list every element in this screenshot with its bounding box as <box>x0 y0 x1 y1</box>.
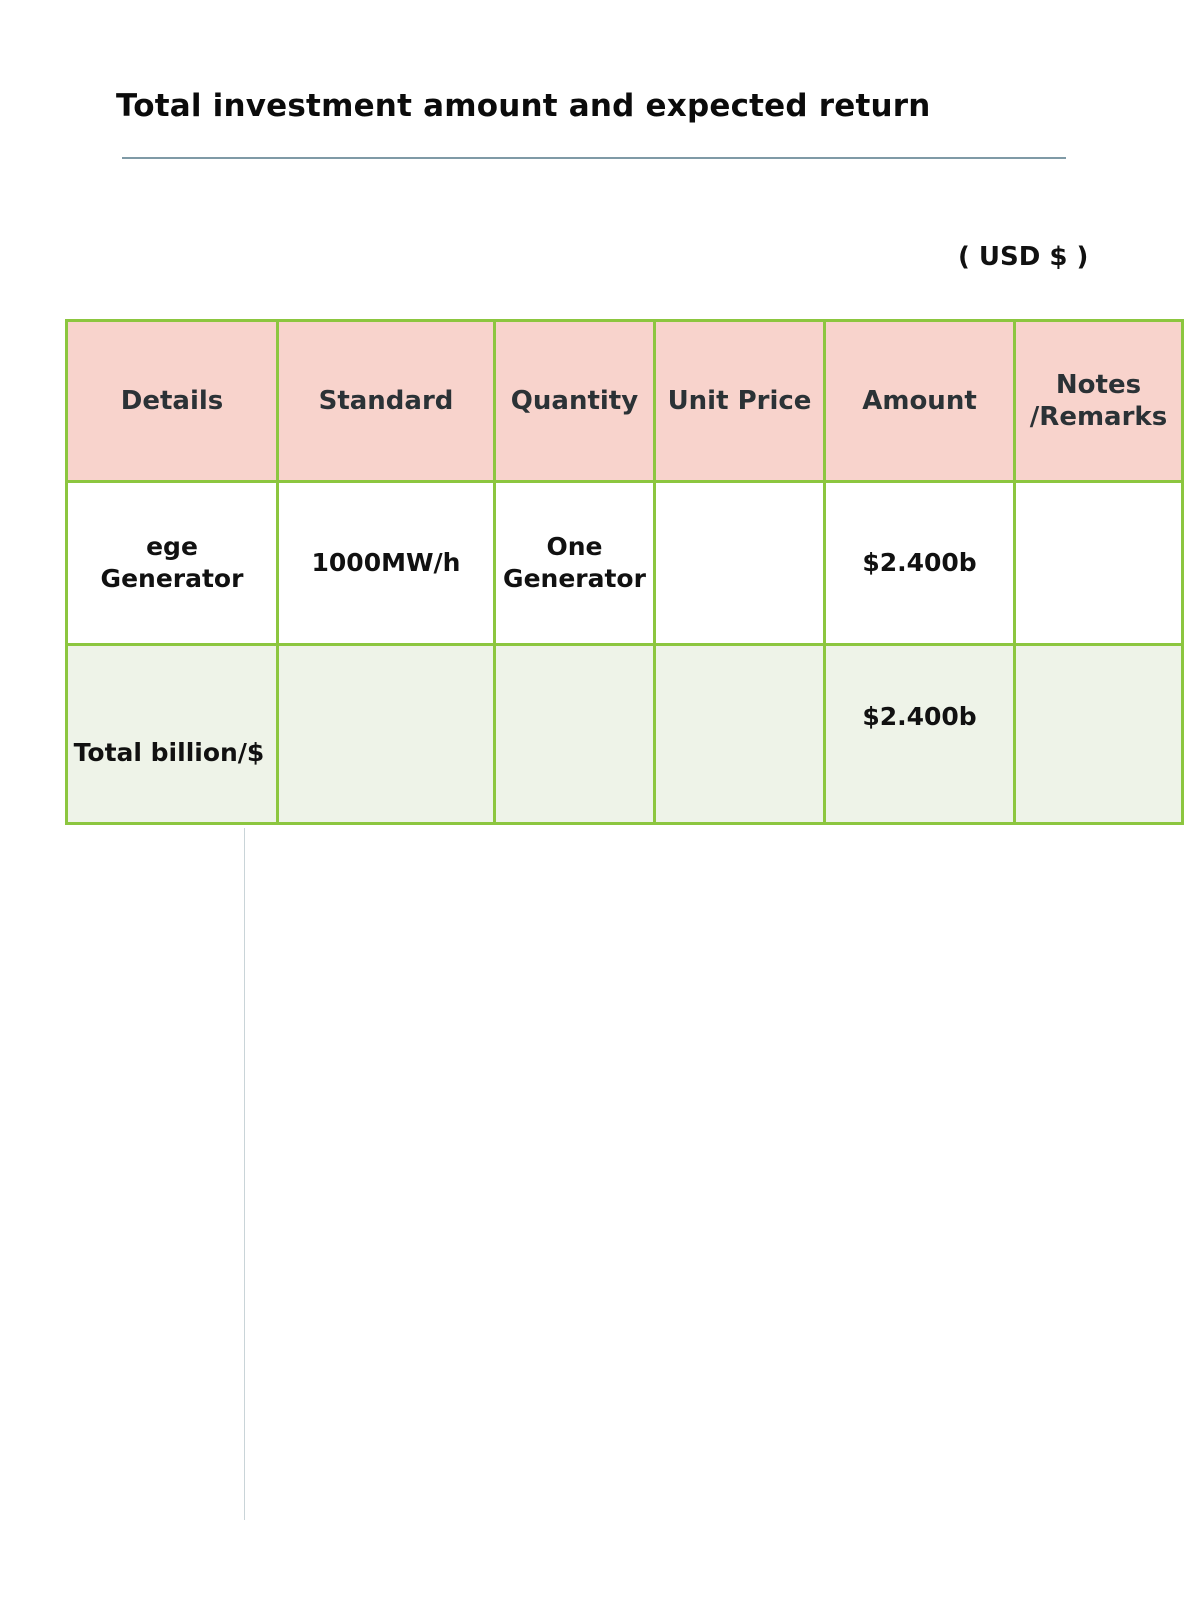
header-amount: Amount <box>825 321 1015 482</box>
cell-quantity <box>495 482 655 645</box>
cell-quantity-line2: Generator <box>503 564 646 593</box>
header-unit-price: Unit Price <box>655 321 825 482</box>
header-quantity: Quantity <box>495 321 655 482</box>
page-margin-rule <box>244 828 245 1520</box>
total-row <box>67 645 1183 824</box>
total-amount-cell <box>825 645 1015 824</box>
header-notes-line2: /Remarks <box>1029 402 1168 432</box>
header-notes-line1: Notes <box>1055 370 1142 400</box>
total-notes <box>1015 645 1183 824</box>
cell-unit-price <box>655 482 825 645</box>
total-unit-price <box>655 645 825 824</box>
header-details: Details <box>67 321 278 482</box>
investment-table <box>65 319 1184 825</box>
cell-details <box>67 482 278 645</box>
document-title: Total investment amount and expected return <box>116 88 931 124</box>
header-standard: Standard <box>278 321 495 482</box>
total-amount: $2.400b <box>862 702 977 731</box>
cell-quantity-line1: One <box>546 532 603 561</box>
total-label-cell <box>67 645 278 824</box>
cell-standard: 1000MW/h <box>278 482 495 645</box>
title-underline <box>122 157 1066 159</box>
cell-notes <box>1015 482 1183 645</box>
header-notes <box>1015 321 1183 482</box>
table-row <box>67 482 1183 645</box>
table-header-row <box>67 321 1183 482</box>
cell-details-line1: ege <box>146 532 198 561</box>
total-standard <box>278 645 495 824</box>
total-quantity <box>495 645 655 824</box>
cell-amount: $2.400b <box>825 482 1015 645</box>
currency-note: ( USD $ ) <box>958 242 1089 272</box>
cell-details-line2: Generator <box>100 564 244 593</box>
total-label: Total billion/$ <box>73 738 265 767</box>
